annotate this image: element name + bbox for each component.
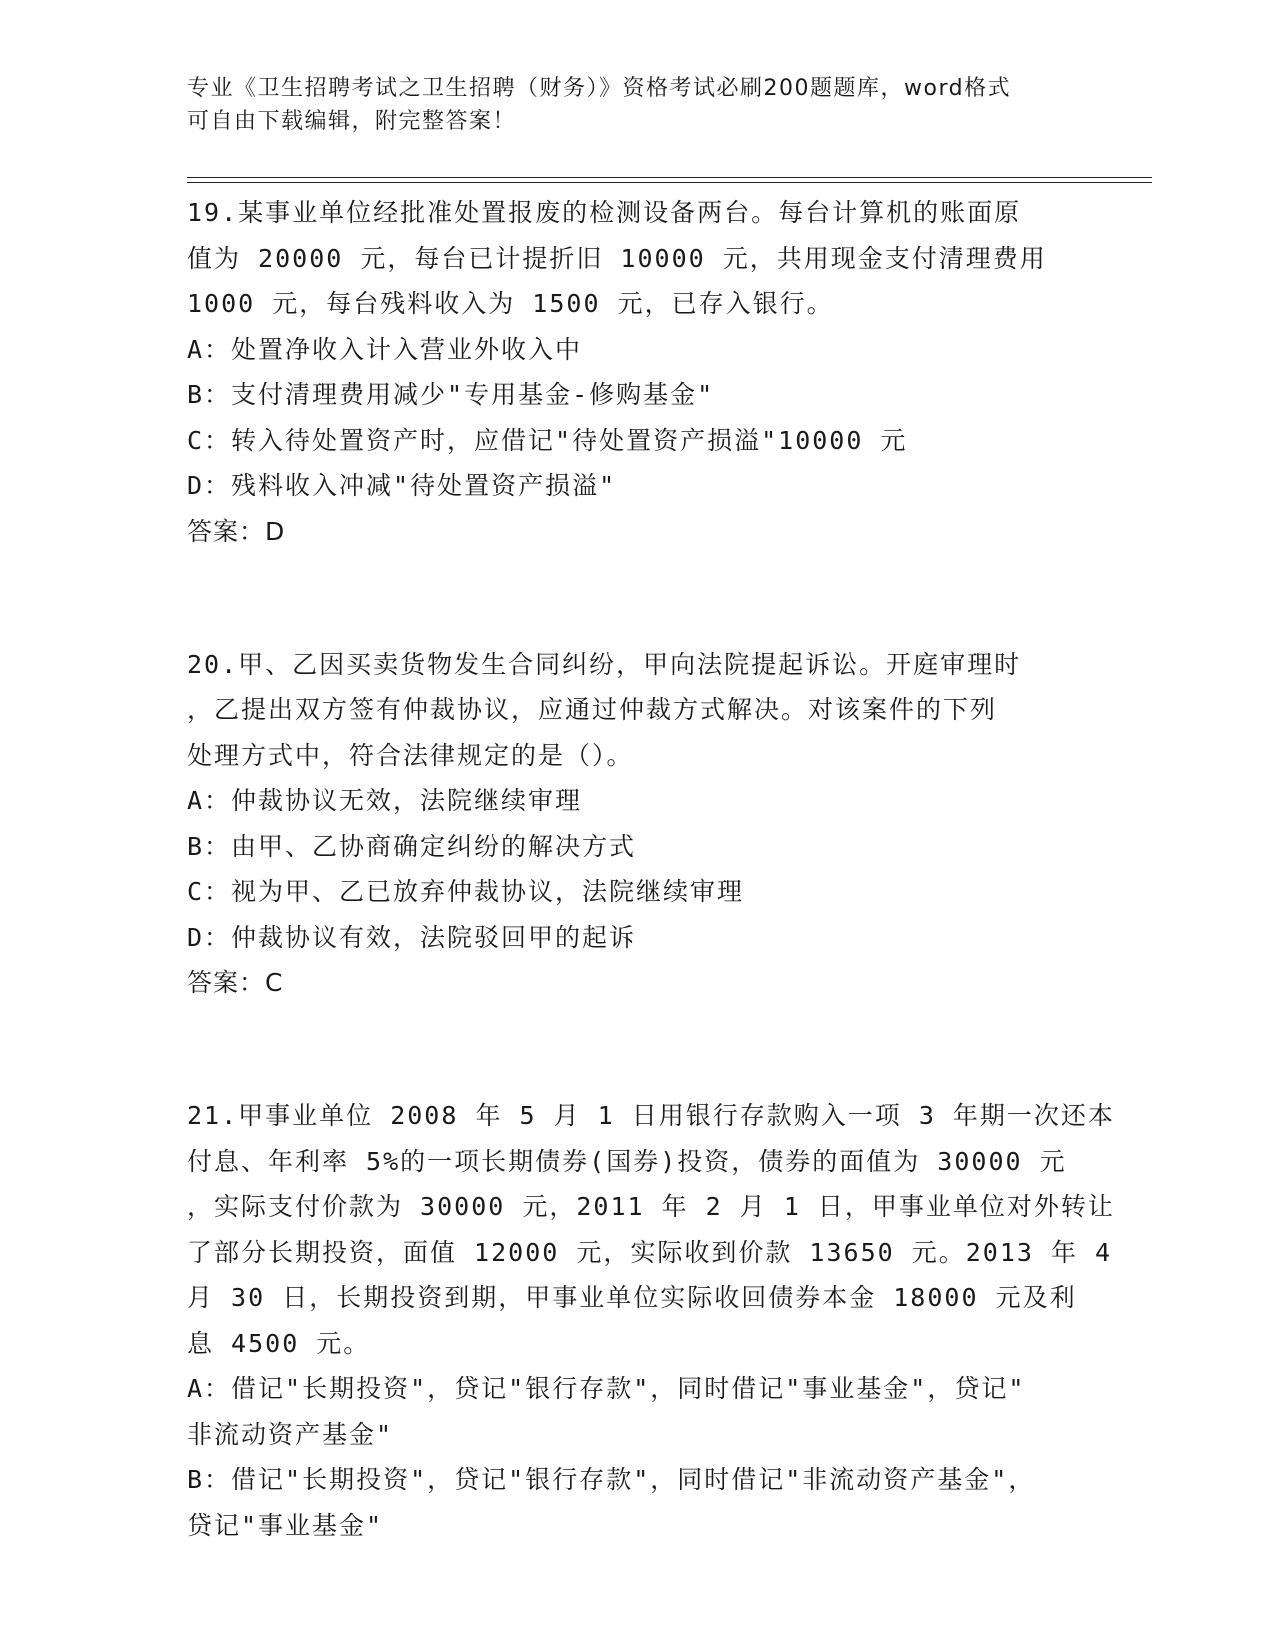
option-b-continued: 贷记"事业基金" [187,1510,384,1540]
header-line: 专业《卫生招聘考试之卫生招聘（财务）》资格考试必刷200题题库，word格式 [187,76,1012,101]
question-text-line: 月 30 日，长期投资到期，甲事业单位实际收回债券本金 18000 元及利 [187,1283,1077,1312]
question-19 [187,190,1087,555]
question-spacer [187,555,1087,642]
question-20 [187,642,1087,1007]
option-c: C：视为甲、乙已放弃仲裁协议，法院继续审理 [187,877,745,906]
answer-label: 答案：C [187,968,284,997]
question-text-line: 值为 20000 元，每台已计提折旧 10000 元，共用现金支付清理费用 [187,243,1047,273]
question-text-line: 处理方式中，符合法律规定的是（）。 [187,740,634,770]
option-a: A：仲裁协议无效，法院继续审理 [187,786,583,815]
question-text-line: ，乙提出双方签有仲裁协议，应通过仲裁方式解决。对该案件的下列 [187,695,998,724]
option-c: C：转入待处置资产时，应借记"待处置资产损溢"10000 元 [187,425,908,455]
option-d: D：仲裁协议有效，法院驳回甲的起诉 [187,922,637,952]
question-text-line: 1000 元，每台残料收入为 1500 元，已存入银行。 [187,289,834,318]
header-divider [187,177,1152,178]
option-b: B：支付清理费用减少"专用基金-修购基金" [187,380,715,409]
option-a: A：处置净收入计入营业外收入中 [187,334,583,364]
question-text-line: ，实际支付价款为 30000 元，2011 年 2 月 1 日，甲事业单位对外转让 [187,1192,1115,1221]
question-text-line: 20.甲、乙因买卖货物发生合同纠纷，甲向法院提起诉讼。开庭审理时 [187,649,1022,679]
question-spacer [187,1006,1087,1093]
answer-label: 答案：D [187,516,286,546]
option-a-continued: 非流动资产基金" [187,1419,394,1449]
document-header [187,72,1067,138]
question-text-line: 付息、年利率 5%的一项长期债券(国券)投资，债券的面值为 30000 元 [187,1146,1067,1176]
question-text-line: 息 4500 元。 [187,1328,371,1358]
question-text-line: 19.某事业单位经批准处置报废的检测设备两台。每台计算机的账面原 [187,198,1022,227]
option-b: B：借记"长期投资"，贷记"银行存款"，同时借记"非流动资产基金"， [187,1465,1036,1494]
header-line: 可自由下载编辑，附完整答案！ [187,109,517,134]
question-text-line: 21.甲事业单位 2008 年 5 月 1 日用银行存款购入一项 3 年期一次还本 [187,1101,1115,1130]
question-list [187,190,1115,1548]
option-b: B：由甲、乙协商确定纠纷的解决方式 [187,831,637,861]
question-text-line: 了部分长期投资，面值 12000 元，实际收到价款 13650 元。2013 年 4 [187,1237,1113,1267]
question-21 [187,1093,1115,1548]
option-d: D：残料收入冲减"待处置资产损溢" [187,471,617,500]
header-divider [187,182,1152,183]
option-a: A：借记"长期投资"，贷记"银行存款"，同时借记"事业基金"，贷记" [187,1374,1026,1403]
